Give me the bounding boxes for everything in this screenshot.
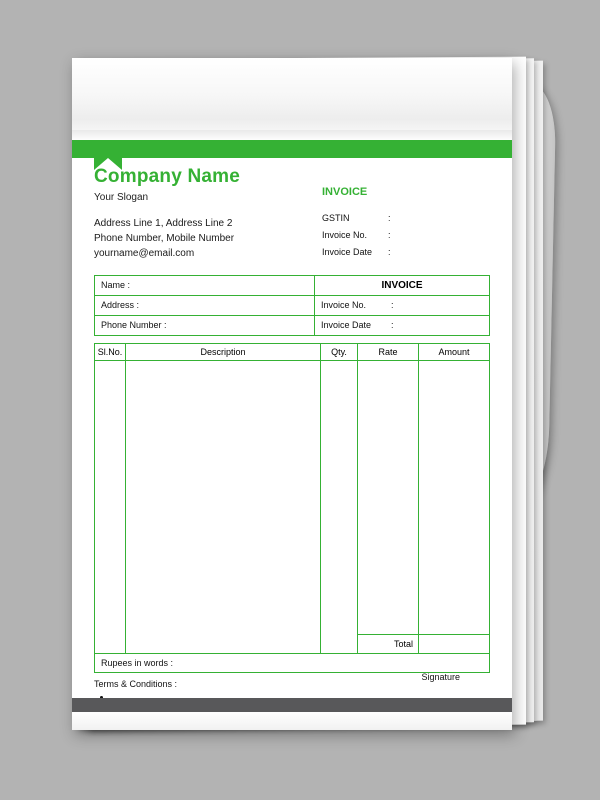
company-block <box>94 166 322 261</box>
total-label: Total <box>358 634 418 653</box>
field-invoice-no-label: Invoice No. <box>321 300 367 310</box>
items-amount-entry-area[interactable] <box>419 361 489 634</box>
items-rate-entry-area[interactable] <box>358 361 418 634</box>
invoice-content <box>72 166 512 714</box>
meta-label-gstin: GSTIN <box>322 213 350 223</box>
billing-right-column <box>315 276 489 335</box>
green-header-band <box>72 140 512 158</box>
field-invoice-date-label: Invoice Date <box>321 320 372 330</box>
column-header-amount: Amount <box>438 347 470 357</box>
total-value[interactable] <box>419 634 489 653</box>
items-column-qty[interactable] <box>321 361 358 653</box>
field-invoice-no-colon: : <box>391 300 394 310</box>
field-invoice-no[interactable] <box>315 296 489 316</box>
items-table-body[interactable] <box>95 361 489 653</box>
items-table <box>94 343 490 673</box>
field-invoice-date-colon: : <box>391 320 394 330</box>
meta-label-invoice-no: Invoice No. <box>322 230 368 240</box>
company-name: Company Name <box>94 166 240 187</box>
meta-colon-invoice-date: : <box>388 247 391 257</box>
items-column-description[interactable] <box>126 361 321 653</box>
meta-row-invoice-date <box>322 244 490 261</box>
column-header-qty: Qty. <box>321 344 358 360</box>
pad-glossy-header <box>72 58 512 140</box>
field-address[interactable]: Address : <box>95 296 314 316</box>
terms-title: Terms & Conditions : <box>94 679 178 689</box>
billing-left-column <box>95 276 315 335</box>
billing-invoice-title: INVOICE <box>315 276 489 296</box>
invoice-heading: INVOICE <box>322 186 368 198</box>
meta-row-invoice-no <box>322 227 490 244</box>
meta-colon-gstin: : <box>388 213 391 223</box>
meta-colon-invoice-no: : <box>388 230 391 240</box>
invoice-meta-block <box>322 166 490 261</box>
items-column-amount[interactable] <box>419 361 489 653</box>
company-phone: Phone Number, Mobile Number <box>94 233 235 244</box>
meta-label-invoice-date: Invoice Date <box>322 247 373 257</box>
field-invoice-date[interactable] <box>315 316 489 335</box>
items-table-header <box>95 344 489 361</box>
dark-footer-band <box>72 698 512 712</box>
invoice-page <box>72 58 512 730</box>
column-header-slno: Sl.No. <box>95 344 126 360</box>
field-name[interactable]: Name : <box>95 276 314 296</box>
company-email: yourname@email.com <box>94 248 195 259</box>
column-header-rate: Rate <box>358 344 419 360</box>
billing-box <box>94 275 490 336</box>
company-address: Address Line 1, Address Line 2 <box>94 218 233 229</box>
company-slogan: Your Slogan <box>94 192 149 203</box>
signature-label: Signature <box>421 672 460 682</box>
letterhead <box>72 166 512 261</box>
meta-row-gstin <box>322 210 490 227</box>
items-column-slno[interactable] <box>95 361 126 653</box>
column-header-description: Description <box>126 344 321 360</box>
pad-bottom-edge <box>72 712 512 730</box>
rupees-in-words-row[interactable]: Rupees in words : <box>95 653 489 672</box>
items-column-rate[interactable] <box>358 361 419 653</box>
field-phone-number[interactable]: Phone Number : <box>101 320 167 330</box>
